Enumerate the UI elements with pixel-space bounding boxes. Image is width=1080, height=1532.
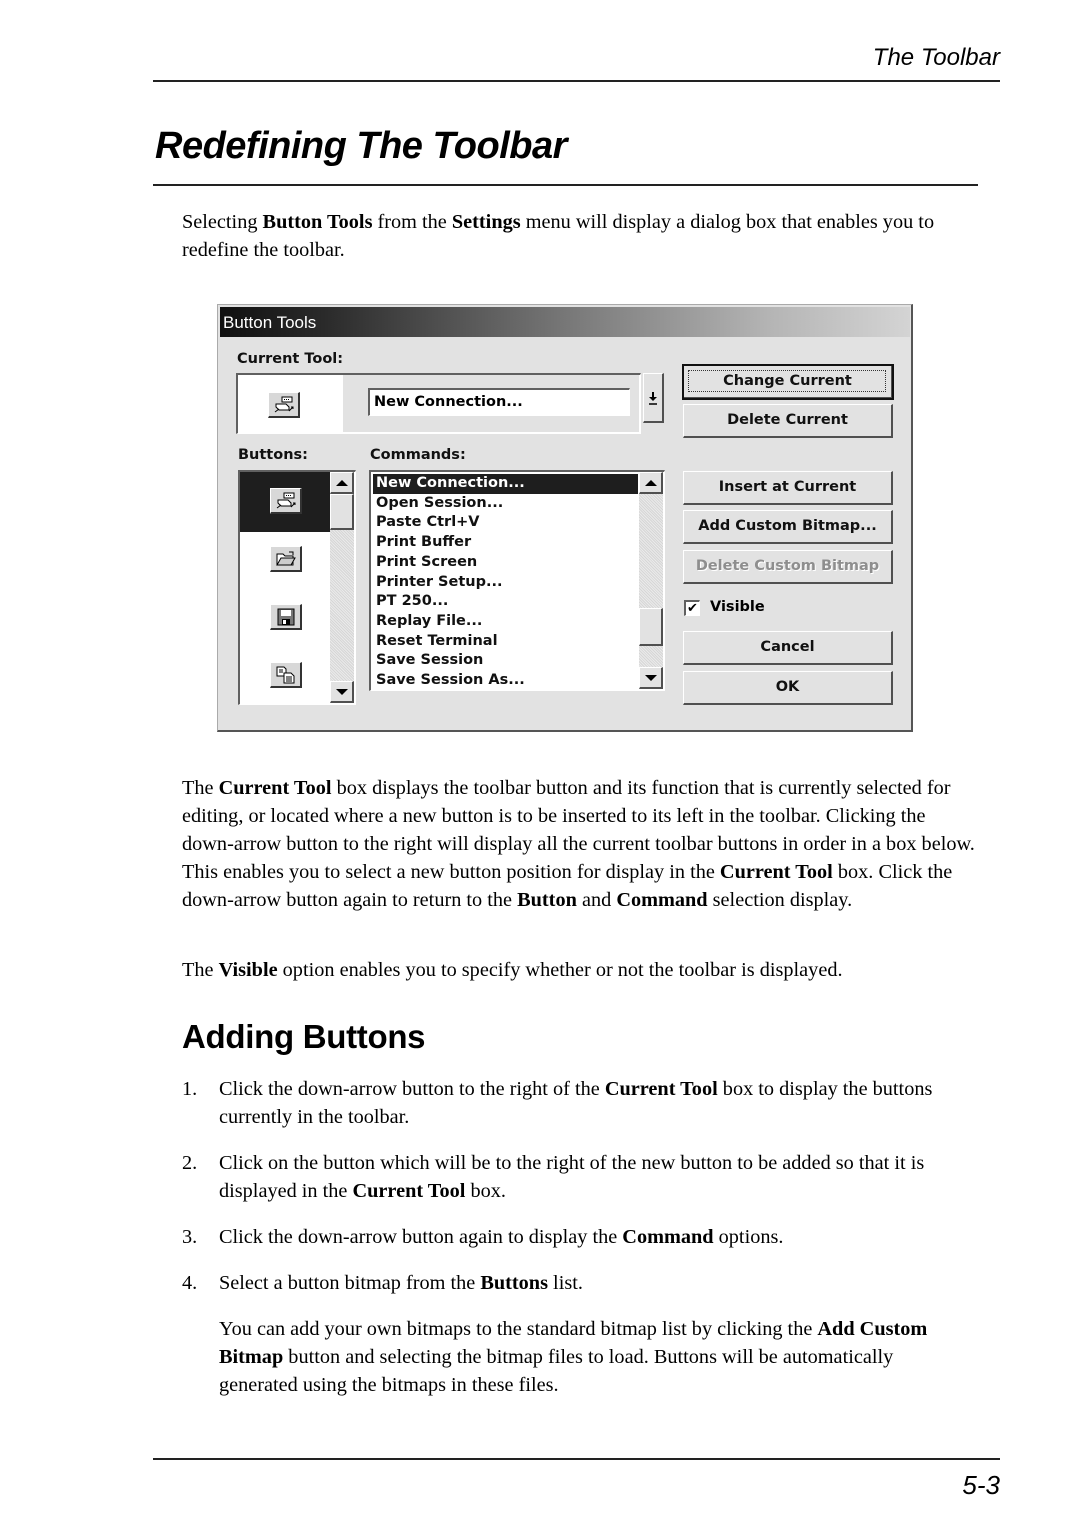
list-item[interactable]: Printer Setup... [376,573,503,590]
change-current-button[interactable] [683,365,893,399]
step-number: 4. [182,1272,198,1294]
emphasis: Visible [218,959,278,981]
emphasis: Buttons [480,1272,548,1294]
scroll-down-button[interactable] [639,667,663,689]
up-arrow-icon [336,480,348,486]
list-item[interactable]: PT 250... [376,593,449,610]
text: Click on the button which will be to the right of the new button to be added so that it is displayed in the [219,1152,925,1202]
visible-checkbox[interactable] [684,600,700,616]
step-text [219,1269,979,1297]
running-header: The Toolbar [872,44,1000,71]
focus-rect [688,370,886,392]
text: box. [465,1180,506,1202]
down-arrow-icon [644,374,662,421]
scroll-down-button[interactable] [330,681,354,703]
new-connection-icon [268,392,300,418]
emphasis: Settings [451,211,521,233]
commands-label: Commands: [370,447,466,463]
title-rule [153,184,978,186]
list-item[interactable]: Save Session [376,652,484,669]
list-item[interactable]: Save Session As... [376,672,525,688]
scroll-up-button[interactable] [639,472,663,494]
emphasis: Command [616,889,708,911]
add-custom-bitmap-button[interactable]: Add Custom Bitmap... [683,510,893,544]
section-heading: Adding Buttons [182,1018,426,1055]
text: option enables you to specify whether or not the toolbar is displayed. [277,959,843,981]
save-disk-icon[interactable] [270,604,302,630]
down-arrow-icon [336,689,348,695]
list-item[interactable]: Open Session... [376,494,504,511]
delete-current-button[interactable]: Delete Current [683,404,893,438]
text: button and selecting the bitmap files to load. Buttons will be automatically generated using the bitmaps in these files. [219,1346,894,1396]
new-connection-icon[interactable] [270,488,302,514]
text: You can add your own bitmaps to the standard bitmap list by clicking the [219,1318,818,1340]
text: box to display the buttons currently in the toolbar. [219,1078,933,1128]
text: Select a button bitmap from the [219,1272,481,1294]
text: The [182,777,219,799]
scroll-thumb[interactable] [639,608,663,646]
emphasis: Current Tool [218,777,332,799]
visible-paragraph [182,956,982,984]
current-tool-command-field[interactable]: New Connection... [368,388,630,416]
list-item[interactable]: Print Buffer [376,534,472,551]
ok-button[interactable]: OK [683,671,893,705]
text: from the [372,211,452,233]
text: Selecting [182,211,263,233]
footer-rule [153,1458,1000,1460]
emphasis: Current Tool [604,1078,718,1100]
button-tools-dialog [217,304,913,732]
current-tool-dropdown-button[interactable] [643,373,664,423]
insert-at-current-button[interactable]: Insert at Current [683,471,893,505]
emphasis: Current Tool [352,1180,466,1202]
step-number: 2. [182,1152,198,1174]
buttons-label: Buttons: [238,447,308,463]
step-number: 1. [182,1078,198,1100]
current-tool-label: Current Tool: [237,351,344,367]
button-label: Change Current [723,373,852,389]
text: selection display. [707,889,853,911]
open-folder-icon[interactable] [270,546,302,572]
custom-bitmap-note [219,1315,959,1399]
list-item[interactable]: Paste Ctrl+V [376,514,480,531]
scroll-thumb[interactable] [330,494,354,530]
list-item[interactable]: Replay File... [376,612,483,629]
intro-paragraph [182,208,982,264]
text: box. Click the down-arrow button again to return to the [182,861,953,911]
checkmark-icon: ✔ [687,601,698,616]
commands-list-scrollbar[interactable] [639,472,663,689]
commands-list[interactable] [369,470,665,691]
text: The [182,959,219,981]
step-text [219,1223,979,1251]
page-title: Redefining The Toolbar [155,125,567,167]
buttons-list[interactable] [238,470,356,705]
list-item[interactable]: New Connection... [373,474,638,494]
visible-label[interactable]: Visible [710,599,765,615]
emphasis: Command [622,1226,714,1248]
cancel-button[interactable]: Cancel [683,631,893,665]
list-item[interactable]: Print Screen [376,553,478,570]
step-text [219,1149,979,1205]
page-number: 5-3 [962,1470,1000,1500]
delete-custom-bitmap-button[interactable]: Delete Custom Bitmap [683,550,893,584]
down-arrow-icon [645,675,657,681]
emphasis: Button Tools [262,211,373,233]
up-arrow-icon [645,480,657,486]
dialog-title-bar[interactable]: Button Tools [220,307,910,337]
text: menu will display a dialog box that enables you to redefine the toolbar. [182,211,935,261]
buttons-list-scrollbar[interactable] [330,472,354,703]
text: list. [547,1272,583,1294]
header-rule [153,80,1000,82]
scroll-up-button[interactable] [330,472,354,494]
emphasis: Add Custom Bitmap [219,1318,928,1368]
text: Click the down-arrow button again to display the [219,1226,623,1248]
text: and [576,889,617,911]
list-item[interactable]: Reset Terminal [376,632,498,649]
paste-documents-icon[interactable] [270,662,302,688]
emphasis: Button [517,889,577,911]
text: options. [713,1226,784,1248]
step-number: 3. [182,1226,198,1248]
current-tool-paragraph [182,774,982,914]
emphasis: Current Tool [719,861,833,883]
text: Click the down-arrow button to the right of the [219,1078,605,1100]
text: box displays the toolbar button and its function that is currently selected for editing, or located where a new button is to be inserted to its left in the toolbar. Clicking the down-arrow button to the right will display all the current toolbar buttons in order in a box below. This enables you to select a new button position for display in the [182,777,975,883]
step-text [219,1075,979,1131]
